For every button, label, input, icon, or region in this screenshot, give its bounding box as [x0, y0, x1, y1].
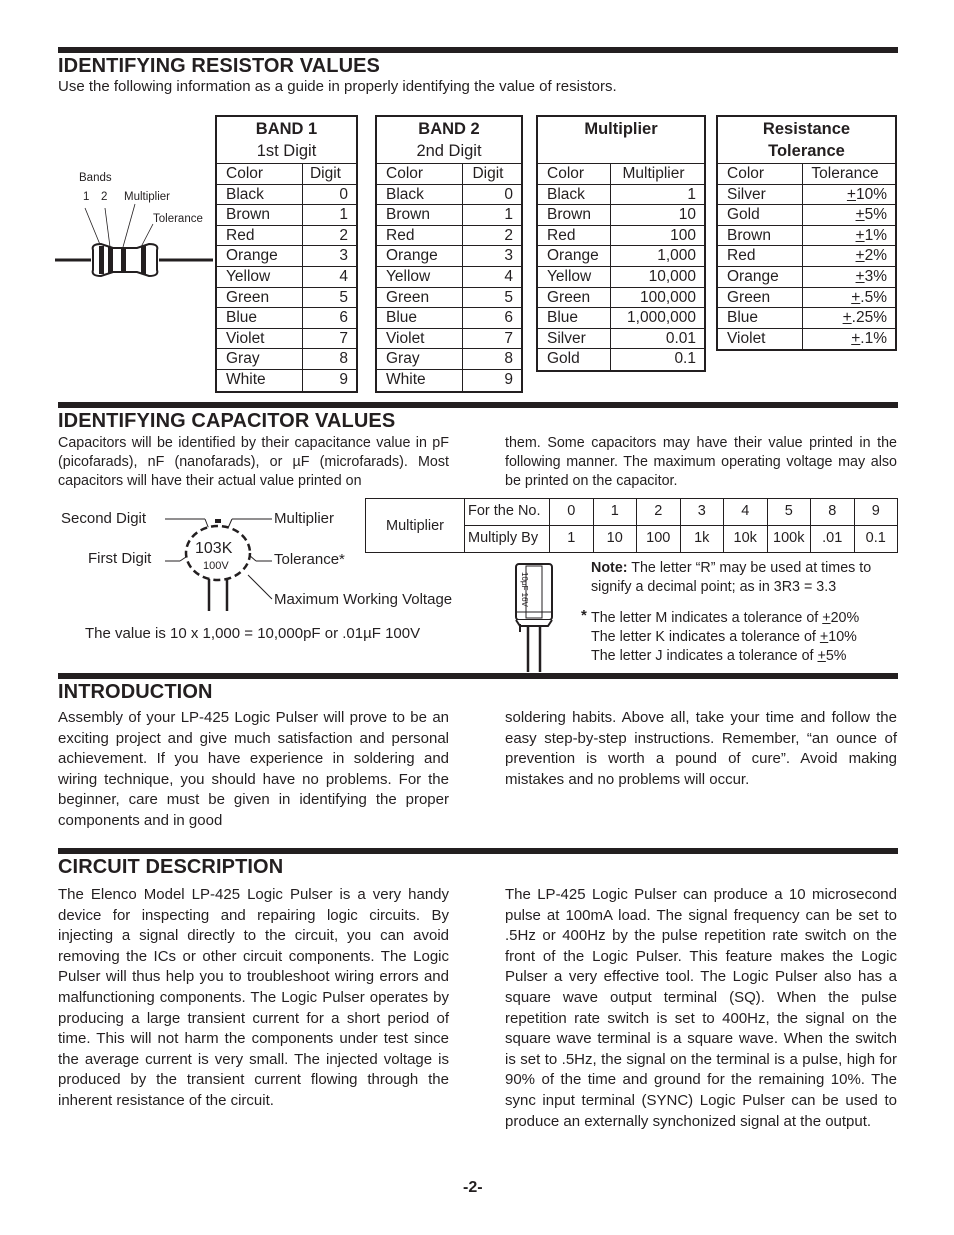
multiplier-value-cell: 100: [670, 226, 696, 244]
band2-color-cell: Red: [377, 226, 463, 246]
introduction-heading: INTRODUCTION: [58, 681, 213, 703]
band1-color-cell: Orange: [217, 246, 303, 266]
multiplier-row: [538, 288, 704, 309]
band2-title: BAND 2: [418, 120, 480, 138]
tolerance-value-cell: +10%: [846, 185, 887, 203]
tolerance-value-j: 5%: [825, 648, 847, 665]
band1-row: [217, 246, 356, 267]
tolerance-row: [718, 185, 895, 206]
page-number: -2-: [463, 1179, 483, 1196]
band1-subtitle: 1st Digit: [256, 141, 317, 160]
electrolytic-label: 10µF 16V: [520, 572, 529, 607]
resistor-icon: [55, 200, 215, 280]
tolerance-note-k: The letter K indicates a tolerance of: [591, 629, 820, 646]
number-cell: 9: [871, 503, 880, 519]
multiplier-value-cell: 1,000,000: [627, 309, 696, 327]
circuit-heading: CIRCUIT DESCRIPTION: [58, 856, 284, 878]
multiplier-rows: [538, 164, 704, 370]
multiplier-label: Multiplier: [274, 510, 335, 527]
for-number-head: For the No.: [465, 499, 550, 525]
band1-title: BAND 1: [255, 120, 318, 138]
tolerance-value-cell: +2%: [855, 247, 887, 265]
tolerance-row: [718, 267, 895, 288]
second-digit-label: Second Digit: [61, 510, 147, 527]
tolerance-value-k: 10%: [828, 629, 857, 646]
number-cell: 3: [681, 499, 725, 525]
band2-row: [377, 226, 521, 247]
multiplier-value-cell: 1: [687, 185, 696, 203]
band1-color-cell: Violet: [217, 329, 303, 349]
tolerance-color-cell: Blue: [718, 308, 803, 328]
multiplier-cell: 100: [637, 526, 681, 552]
number-cell: 0: [550, 499, 594, 525]
band1-row: [217, 329, 356, 350]
band1-color-cell: Gray: [217, 349, 303, 369]
multiplier-band-label: Multiplier: [124, 191, 171, 203]
band2-row: [377, 267, 521, 288]
band1-value-cell: 1: [339, 206, 348, 224]
tolerance-color-cell: Brown: [718, 226, 803, 246]
band1-value-cell: 7: [339, 329, 348, 347]
band1-color-cell: White: [217, 370, 303, 391]
tolerance-band-label: Tolerance: [153, 213, 203, 225]
multiplier-col-value: Multiplier: [622, 165, 685, 182]
multiplier-row: [538, 226, 704, 247]
band2-col-value: Digit: [472, 165, 504, 182]
band2-value-cell: 6: [504, 309, 513, 327]
tolerance-col-value: Tolerance: [811, 165, 879, 182]
band2-value-cell: 5: [504, 288, 513, 306]
tolerance-value-cell: +1%: [855, 226, 887, 244]
band1-header-row: [217, 164, 356, 185]
resistor-intro: Use the following information as a guide in properly identifying the value of resistors.: [58, 78, 617, 95]
tolerance-color-cell: Red: [718, 246, 803, 266]
band2-color-cell: Brown: [377, 205, 463, 225]
band2-value-cell: 4: [504, 267, 513, 285]
multiplier-cell: 0.1: [865, 530, 886, 546]
band2-row: [377, 329, 521, 350]
capacitor-multiplier-table: [365, 498, 898, 553]
number-cell: 4: [724, 499, 768, 525]
multiplier-color-cell: Orange: [538, 246, 611, 266]
band1-row: [217, 349, 356, 370]
tolerance-row: [718, 226, 895, 247]
capacitor-heading: IDENTIFYING CAPACITOR VALUES: [58, 410, 396, 432]
circuit-left: The Elenco Model LP-425 Logic Pulser is a very handy device for inspecting and repairing logic circuits. By injecting a signal directly to the circuit, you can avoid removing the ICs or other circuit components. The Logic Pulser will thus help you to troubleshoot wiring errors and malfunctioning components. The Logic Pulser operates by producing a large transient current for a short period of time. This will not harm the components under test since the average current is very small. The injected voltage is produced by the transient current flowing through the inherent resistance of the circuit.: [58, 886, 449, 1109]
band1-color-cell: Green: [217, 288, 303, 308]
for-number-row: [465, 499, 897, 525]
band1-row: [217, 370, 356, 391]
band2-row: [377, 349, 521, 370]
multiplier-value-cell: 0.1: [674, 350, 696, 368]
multiplier-value-cell: 1,000: [657, 247, 696, 265]
band-2-label: 2: [101, 191, 108, 203]
tolerance-row: [718, 329, 895, 350]
band2-col-color: Color: [377, 164, 463, 184]
multiplier-cell: 10: [594, 526, 638, 552]
tolerance-label: Tolerance*: [274, 551, 345, 568]
multiplier-color-cell: Blue: [538, 308, 611, 328]
multiplier-cell: 10k: [724, 526, 768, 552]
multiplier-value-cell: 10,000: [648, 267, 696, 285]
band1-row: [217, 288, 356, 309]
multiplier-cell: 1k: [681, 526, 725, 552]
multiplier-row: [538, 205, 704, 226]
band2-row: [377, 308, 521, 329]
section-rule: [58, 47, 898, 53]
tolerance-title-1: Resistance: [762, 120, 851, 138]
section-rule: [58, 848, 898, 854]
introduction-left: Assembly of your LP-425 Logic Pulser will prove to be an exciting project and give much satisfaction and personal achievement. If you have experience in soldering and wiring technique, you should have no problems. For the beginner, care must be given in identifying the proper components and in good: [58, 709, 449, 829]
band2-value-cell: 7: [504, 329, 513, 347]
bands-label: Bands: [79, 172, 112, 184]
multiplier-color-cell: Black: [538, 185, 611, 205]
band1-row: [217, 205, 356, 226]
number-cell: 5: [768, 499, 812, 525]
tolerance-row: [718, 246, 895, 267]
band2-color-cell: Yellow: [377, 267, 463, 287]
band2-row: [377, 246, 521, 267]
band2-color-cell: Violet: [377, 329, 463, 349]
multiplier-col-color: Color: [538, 164, 611, 184]
multiplier-row: [538, 185, 704, 206]
tolerance-value-cell: +5%: [855, 206, 887, 224]
capacitor-note: [591, 559, 897, 597]
band1-value-cell: 0: [339, 185, 348, 203]
max-voltage-label: Maximum Working Voltage: [274, 591, 453, 608]
multiplier-table: [536, 115, 706, 372]
multiplier-color-cell: Green: [538, 288, 611, 308]
band1-col-value: Digit: [309, 165, 341, 182]
band1-col-color: Color: [217, 164, 303, 184]
band1-table: [215, 115, 358, 393]
band1-value-cell: 2: [339, 226, 348, 244]
capacitor-para-right: them. Some capacitors may have their value printed in the following manner. The maximum operating voltage may also be printed on the capacitor.: [505, 435, 897, 490]
band1-value-cell: 4: [339, 267, 348, 285]
multiplier-title: Multiplier: [584, 120, 658, 138]
capacitor-value-line: The value is 10 x 1,000 = 10,000pF or .01µF 100V: [85, 625, 421, 642]
section-rule: [58, 673, 898, 679]
band1-row: [217, 308, 356, 329]
band2-row: [377, 370, 521, 391]
multiplier-row: [538, 329, 704, 350]
tolerance-color-cell: Silver: [718, 185, 803, 205]
band1-value-cell: 9: [339, 370, 348, 388]
multiplier-color-cell: Gold: [538, 349, 611, 370]
tolerance-notes: The letter M indicates a tolerance of +20% The letter K indicates a tolerance of +10% The letter J indicates a tolerance of +5%: [591, 610, 860, 665]
band1-color-cell: Red: [217, 226, 303, 246]
band1-row: [217, 267, 356, 288]
band1-rows: [217, 164, 356, 391]
tolerance-color-cell: Green: [718, 288, 803, 308]
band2-value-cell: 2: [504, 226, 513, 244]
band1-value-cell: 6: [339, 309, 348, 327]
band1-value-cell: 3: [339, 247, 348, 265]
band2-value-cell: 1: [504, 206, 513, 224]
multiplier-row: [538, 267, 704, 288]
multiplier-row: [538, 308, 704, 329]
tolerance-col-color: Color: [718, 164, 803, 184]
tolerance-color-cell: Gold: [718, 205, 803, 225]
band2-subtitle: 2nd Digit: [416, 141, 482, 160]
band2-color-cell: Green: [377, 288, 463, 308]
band1-color-cell: Brown: [217, 205, 303, 225]
band2-color-cell: White: [377, 370, 463, 391]
tolerance-note-j: The letter J indicates a tolerance of: [591, 648, 818, 665]
band2-value-cell: 8: [504, 350, 513, 368]
capacitor-code: 103K: [195, 540, 233, 557]
electrolytic-capacitor-icon: [512, 562, 556, 674]
multiplier-row: [538, 246, 704, 267]
tolerance-title-2: Tolerance: [768, 141, 845, 160]
note-text: The letter “R” may be used at times to signify a decimal point; as in 3R3 = 3.3: [591, 560, 872, 596]
band2-value-cell: 0: [504, 185, 513, 203]
number-cell: 1: [594, 499, 638, 525]
band2-header-row: [377, 164, 521, 185]
tolerance-color-cell: Violet: [718, 329, 803, 350]
number-cell: 8: [811, 499, 855, 525]
multiplier-color-cell: Brown: [538, 205, 611, 225]
tolerance-asterisk: *: [581, 607, 587, 624]
band2-color-cell: Blue: [377, 308, 463, 328]
multiplier-cell: 1: [550, 526, 594, 552]
multiplier-value-cell: 100,000: [639, 288, 696, 306]
capacitor-voltage: 100V: [203, 560, 229, 572]
band1-value-cell: 5: [339, 288, 348, 306]
band2-color-cell: Black: [377, 185, 463, 205]
band2-row: [377, 205, 521, 226]
tolerance-row: [718, 288, 895, 309]
tolerance-color-cell: Orange: [718, 267, 803, 287]
circuit-right: The LP-425 Logic Pulser can produce a 10 microsecond pulse at 100mA load. The signal frequency can be set to .5Hz or 400Hz by the pulse repetition rate switch on the front of the Logic Pulser. This feature makes the Logic Pulser a very effective tool. The Logic Pulser also has a square wave output terminal (SQ). When the pulse repetition rate switch is set to 400Hz, the signal on the square wave terminal is a square wave. When the switch is set to .5Hz, the signal on the terminal is a pulse, high for 90% of the time and ground for the remaining 10%. The sync input terminal (SYNC) Logic Pulser can be used to produce an externally synchonized signal at the output.: [505, 886, 897, 1130]
tolerance-row: [718, 308, 895, 329]
band2-table: [375, 115, 523, 393]
band1-row: [217, 185, 356, 206]
tolerance-rows: [718, 164, 895, 349]
multiplier-color-cell: Red: [538, 226, 611, 246]
band2-value-cell: 3: [504, 247, 513, 265]
band1-row: [217, 226, 356, 247]
band1-value-cell: 8: [339, 350, 348, 368]
tolerance-table: [716, 115, 897, 351]
band-1-label: 1: [83, 191, 90, 203]
resistor-heading: IDENTIFYING RESISTOR VALUES: [58, 55, 380, 77]
multiplier-cell: .01: [811, 526, 855, 552]
tolerance-row: [718, 205, 895, 226]
multiplier-value-cell: 10: [678, 206, 696, 224]
band2-rows: [377, 164, 521, 391]
multiplier-cell: 100k: [768, 526, 812, 552]
capacitor-para-left: Capacitors will be identified by their capacitance value in pF (picofarads), nF (nanofarads), or µF (microfarads). Most capacitors will have their actual value printed on: [58, 435, 449, 490]
tolerance-note-m: The letter M indicates a tolerance of: [591, 610, 823, 626]
band2-color-cell: Gray: [377, 349, 463, 369]
capacitor-table-label: Multiplier: [366, 499, 465, 552]
band1-color-cell: Yellow: [217, 267, 303, 287]
multiplier-color-cell: Yellow: [538, 267, 611, 287]
multiplier-value-cell: 0.01: [665, 329, 696, 347]
multiply-by-row: [465, 525, 897, 552]
band2-row: [377, 288, 521, 309]
multiply-by-head: Multiply By: [465, 526, 550, 552]
band1-color-cell: Black: [217, 185, 303, 205]
band2-color-cell: Orange: [377, 246, 463, 266]
multiplier-header-row: [538, 164, 704, 185]
band2-row: [377, 185, 521, 206]
tolerance-value-cell: +.25%: [842, 309, 887, 327]
tolerance-header-row: [718, 164, 895, 185]
introduction-right: soldering habits. Above all, take your time and follow the easy step-by-step instructions. Remember, “an ounce of prevention is worth a pound of cure”. Avoid making mistakes and no problems will occur.: [505, 709, 897, 788]
multiplier-row: [538, 349, 704, 370]
note-label: Note:: [591, 560, 628, 576]
tolerance-value-cell: +.5%: [851, 288, 887, 306]
tolerance-value-cell: +3%: [855, 267, 887, 285]
first-digit-label: First Digit: [88, 550, 152, 567]
band2-value-cell: 9: [504, 370, 513, 388]
tolerance-value-m: 20%: [830, 610, 860, 626]
section-rule: [58, 402, 898, 408]
number-cell: 2: [637, 499, 681, 525]
band1-color-cell: Blue: [217, 308, 303, 328]
tolerance-value-cell: +.1%: [851, 329, 887, 347]
multiplier-color-cell: Silver: [538, 329, 611, 349]
